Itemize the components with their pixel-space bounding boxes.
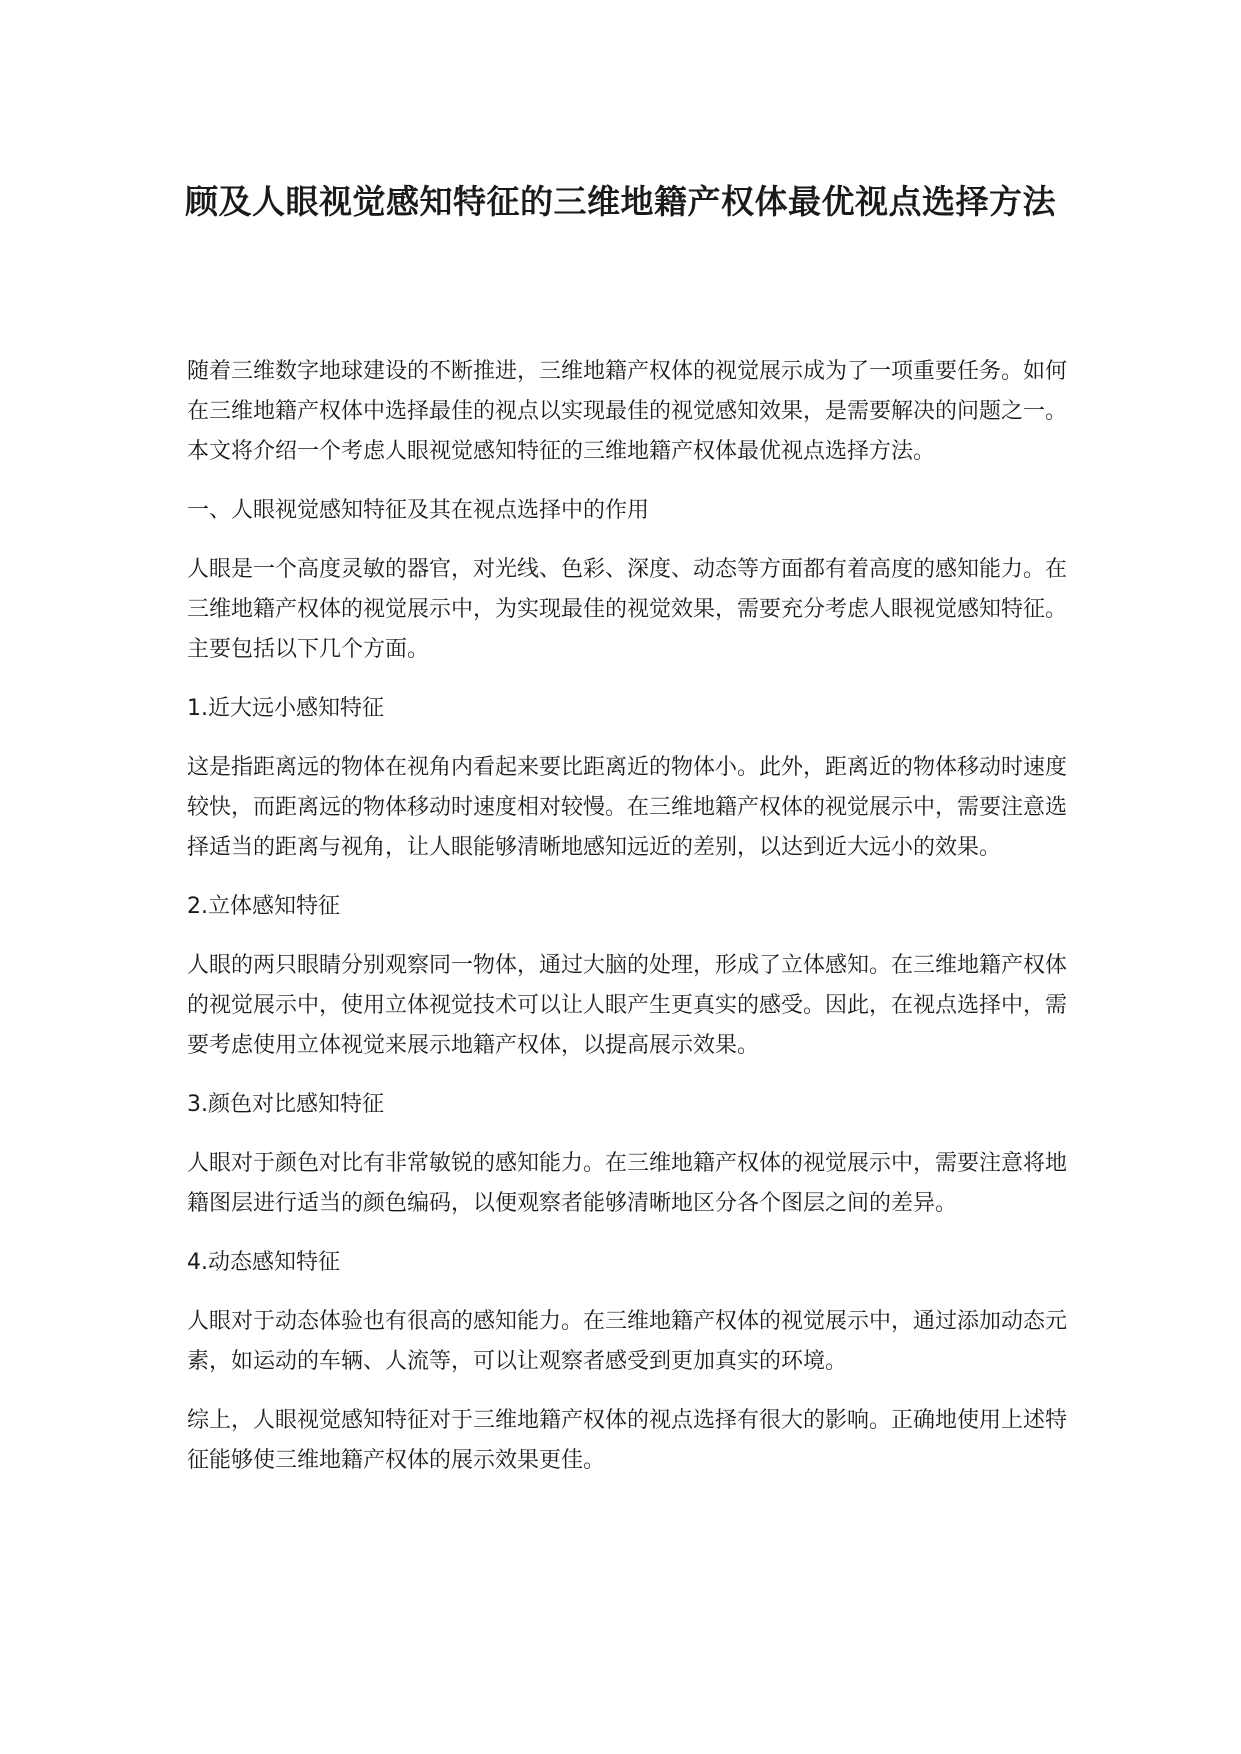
subsection-heading: 3.颜色对比感知特征: [187, 1092, 384, 1117]
body-paragraph: 人眼对于颜色对比有非常敏锐的感知能力。在三维地籍产权体的视觉展示中，需要注意将地籍图层进行适当的颜色编码，以便观察者能够清晰地区分各个图层之间的差异。: [187, 1151, 1068, 1216]
body-paragraph: 人眼对于动态体验也有很高的感知能力。在三维地籍产权体的视觉展示中，通过添加动态元素，如运动的车辆、人流等，可以让观察者感受到更加真实的环境。: [187, 1309, 1068, 1374]
document-body: [187, 352, 1067, 1500]
subsection-heading: 2.立体感知特征: [187, 894, 340, 919]
document-title: 顾及人眼视觉感知特征的三维地籍产权体最优视点选择方法: [185, 182, 1056, 221]
intro-paragraph: 随着三维数字地球建设的不断推进，三维地籍产权体的视觉展示成为了一项重要任务。如何在三维地籍产权体中选择最佳的视点以实现最佳的视觉感知效果，是需要解决的问题之一。本文将介绍一个考虑人眼视觉感知特征的三维地籍产权体最优视点选择方法。: [187, 359, 1068, 464]
body-paragraph: 人眼是一个高度灵敏的器官，对光线、色彩、深度、动态等方面都有着高度的感知能力。在三维地籍产权体的视觉展示中，为实现最佳的视觉效果，需要充分考虑人眼视觉感知特征。主要包括以下几个方面。: [187, 557, 1068, 662]
subsection-heading: 1.近大远小感知特征: [187, 696, 384, 721]
body-paragraph: 这是指距离远的物体在视角内看起来要比距离近的物体小。此外，距离近的物体移动时速度较快，而距离远的物体移动时速度相对较慢。在三维地籍产权体的视觉展示中，需要注意选择适当的距离与视角，让人眼能够清晰地感知远近的差别，以达到近大远小的效果。: [187, 755, 1068, 860]
body-paragraph: 人眼的两只眼睛分别观察同一物体，通过大脑的处理，形成了立体感知。在三维地籍产权体的视觉展示中，使用立体视觉技术可以让人眼产生更真实的感受。因此，在视点选择中，需要考虑使用立体视觉来展示地籍产权体，以提高展示效果。: [187, 953, 1068, 1058]
subsection-heading: 4.动态感知特征: [187, 1250, 340, 1275]
section-heading: 一、人眼视觉感知特征及其在视点选择中的作用: [187, 498, 650, 523]
conclusion-paragraph: 综上，人眼视觉感知特征对于三维地籍产权体的视点选择有很大的影响。正确地使用上述特征能够使三维地籍产权体的展示效果更佳。: [187, 1408, 1068, 1473]
